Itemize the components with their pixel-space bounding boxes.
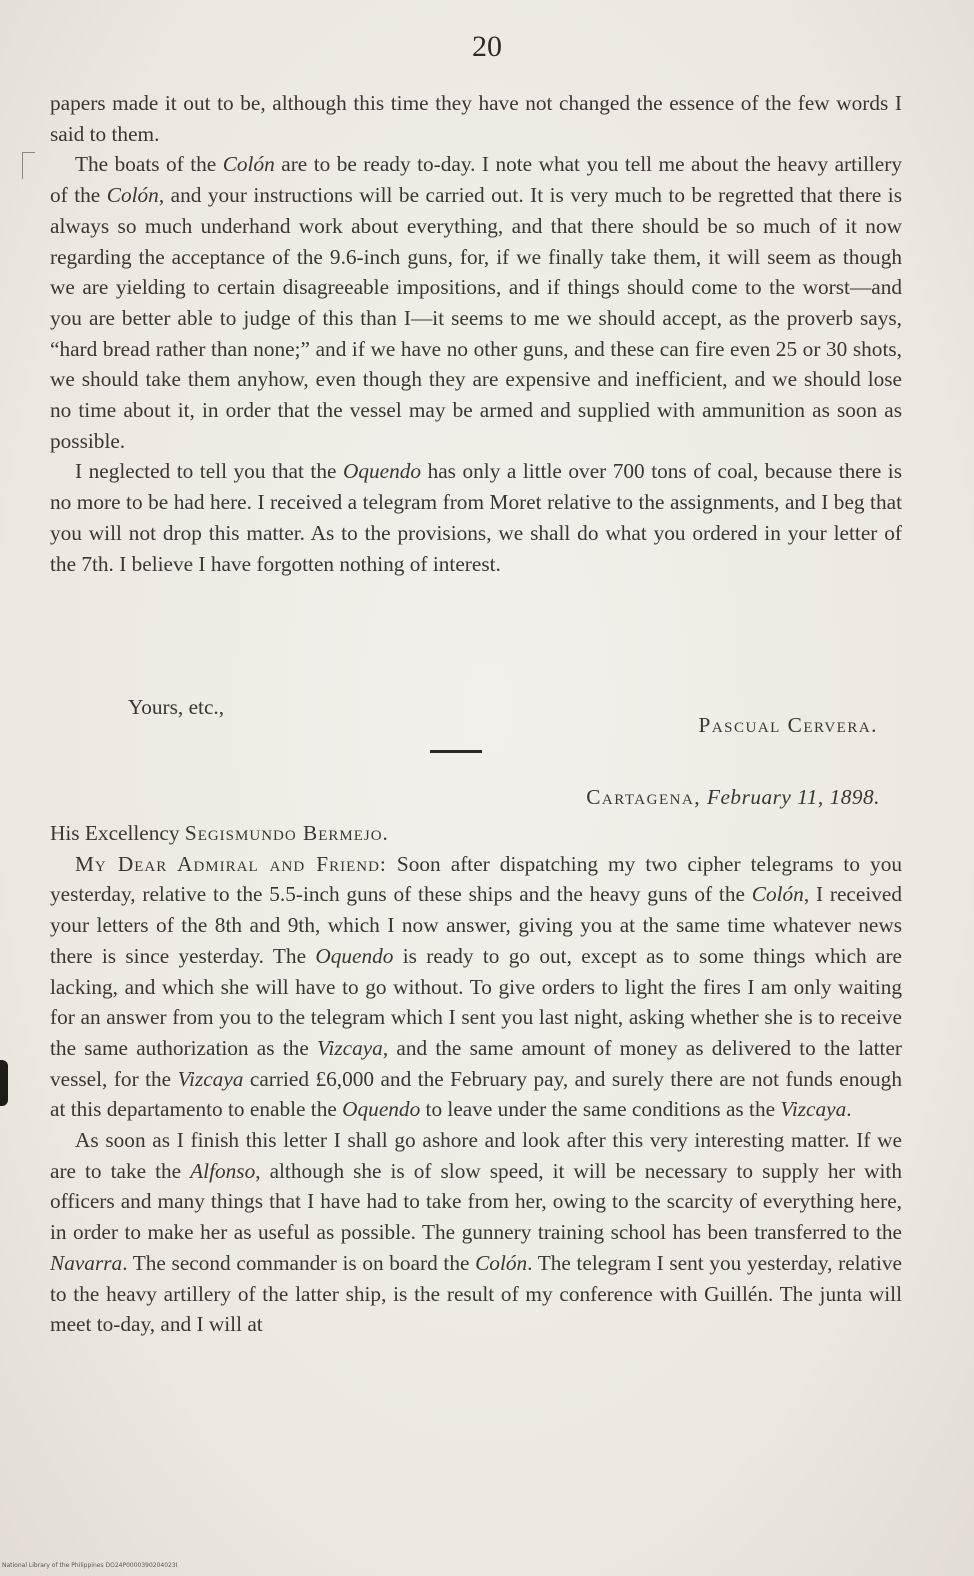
section-divider (430, 750, 482, 753)
closing: Yours, etc., (128, 695, 225, 719)
addressee (50, 818, 902, 849)
ship-name: Colón (751, 882, 804, 907)
ship-name: Vizcaya (780, 1097, 847, 1122)
addressee-prefix: His Excellency (50, 821, 185, 845)
letter-continuation (50, 88, 902, 579)
ship-name: Colón (475, 1250, 528, 1275)
paragraph: The boats of the Colón are to be ready to-day. I note what you tell me about the heavy artillery of the Colón, and your instructions will be carried out. It is very much to be regretted that there is always so much underhand work about everything, and that there should be so much of it now regarding the acceptance of the 9.6-inch guns, for, if we finally take them, it will seem as though we are yielding to certain disagreeable impositions, and if things should come to the worst—and you are better able to judge of this than I—it seems to me we should accept, as the proverb says, “hard bread rather than none;” and if we have no other guns, and these can fire even 25 or 30 shots, we should take them anyhow, even though they are expensive and inefficient, and we should lose no time about it, in order that the vessel may be armed and supplied with ammunition as soon as possible. (50, 152, 902, 453)
dateline-place: Cartagena, (586, 785, 702, 809)
ship-name: Colón (106, 183, 159, 208)
paragraph: I neglected to tell you that the Oquendo has only a little over 700 tons of coal, because there is no more to be had here. I received a telegram from Moret relative to the assignments, and I beg that you will not drop this matter. As to the provisions, we shall do what you ordered in your letter of the 7th. I believe I have forgotten nothing of interest. (50, 459, 902, 576)
ship-name: Oquendo (342, 1097, 421, 1122)
ship-name: Navarra (50, 1250, 123, 1275)
ship-name: Alfonso (190, 1158, 256, 1183)
paragraph-body: Soon after dispatching my two cipher telegrams to you yesterday, relative to the 5.5-inch guns of these ships and the heavy guns of the Colón, I received your letters of the 8th and 9th, which I now answer, giving you at the same time whatever news there is since yesterday. The Oquendo is ready to go out, except as to some things which are lacking, and which she will have to go without. To give orders to light the fires I am only waiting for an answer from you to the telegram which I sent you last night, asking whether she is to receive the same authorization as the Vizcaya, and the same amount of money as delivered to the latter vessel, for the Vizcaya carried £6,000 and the February pay, and surely there are not funds enough at this departamento to enable the Oquendo to leave under the same conditions as the Vizcaya. (50, 851, 903, 1122)
ship-name: Colón (222, 152, 275, 177)
ship-name: Vizcaya (177, 1066, 244, 1091)
library-footer: National Library of the Philippines DO24P0000390204023I (2, 1562, 178, 1569)
salutation: My Dear Admiral and Friend: (75, 851, 387, 876)
closing-block (50, 695, 902, 755)
dateline-date: February 11, 1898. (706, 785, 880, 809)
addressee-name: Segismundo Bermejo. (184, 821, 389, 845)
ship-name: Oquendo (315, 943, 394, 968)
ship-name: Oquendo (342, 459, 422, 484)
paragraph: As soon as I finish this letter I shall go ashore and look after this very interesting matter. If we are to take the Alfonso, although she is of slow speed, it will be necessary to supply her with officers and many things that I have had to take from her, owing to the scarcity of everything here, in order to make her as useful as possible. The gunnery training school has been transferred to the Navarra. The second commander is on board the Colón. The telegram I sent you yesterday, relative to the heavy artillery of the latter ship, is the result of my conference with Guillén. The junta will meet to-day, and I will at (50, 1128, 902, 1337)
signature: Pascual Cervera. (698, 713, 878, 737)
page-number: 20 (472, 30, 502, 63)
paragraph (50, 849, 902, 1125)
new-letter (50, 818, 902, 1340)
edge-mark (0, 1060, 8, 1106)
ship-name: Vizcaya (317, 1035, 383, 1060)
dateline (586, 785, 880, 810)
margin-mark (22, 152, 35, 179)
paragraph: papers made it out to be, although this time they have not changed the essence of the few words I said to them. (50, 91, 902, 146)
